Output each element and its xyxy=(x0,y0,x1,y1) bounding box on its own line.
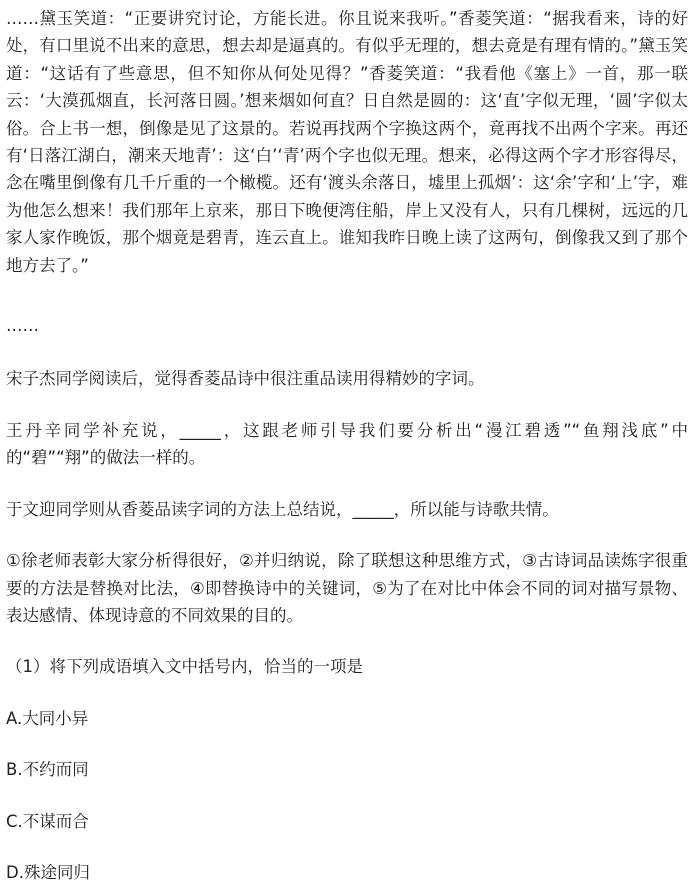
option-b[interactable]: B.不约而同 xyxy=(6,760,89,780)
wang-comment-paragraph: 王丹辛同学补充说，_____，这跟老师引导我们要分析出“漫江碧透”“鱼翔浅底”中的“碧”“翔”的做法一样的。 xyxy=(6,420,688,468)
option-d[interactable]: D.殊途同归 xyxy=(6,862,90,882)
yu-comment-paragraph: 于文迎同学则从香菱品读字词的方法上总结说，_____，所以能与诗歌共情。 xyxy=(6,499,559,519)
teacher-summary-paragraph: ①徐老师表彰大家分析得很好，②并归纳说，除了联想这种思维方式，③古诗词品读炼字很重要的方法是替换对比法，④即替换诗中的关键词，⑤为了在对比中体会不同的词对描写景物、表达感情、体现诗意的不同效果的目的。 xyxy=(6,551,688,625)
song-comment-paragraph: 宋子杰同学阅读后，觉得香菱品诗中很注重品读用得精妙的字词。 xyxy=(6,369,485,389)
passage-paragraph: ……黛玉笑道：“正要讲究讨论，方能长进。你且说来我听。”香菱笑道：“据我看来，诗的好处，有口里说不出来的意思，想去却是逼真的。有似乎无理的，想去竟是有理有情的。”黛玉笑道：“这话有了些意思，但不知你从何处见得？”香菱笑道：“我看他《塞上》一首，那一联云：‘大漠孤烟直，长河落日圆。’想来烟如何直？日自然是圆的：这‘直’字似无理，‘圆’字似太俗。合上书一想，倒像是见了这景的。若说再找两个字换这两个，竟再找不出两个字来。再还有‘日落江湖白，潮来天地青’：这‘白’‘青’两个字也似无理。想来，必得这两个字才形容得尽，念在嘴里倒像有几千斤重的一个橄榄。还有‘渡头余落日，墟里上孤烟’：这‘余’字和‘上’字，难为他怎么想来！我们那年上京来，那日下晚便湾住船，岸上又没有人，只有几棵树，远远的几家人家作晚饭，那个烟竟是碧青，连云直上。谁知我昨日晚上读了这两句，倒像我又到了那个地方去了。” xyxy=(6,9,688,275)
option-a[interactable]: A.大同小异 xyxy=(6,708,89,728)
ellipsis-paragraph: …… xyxy=(6,316,39,336)
option-c[interactable]: C.不谋而合 xyxy=(6,811,89,831)
document xyxy=(6,0,688,886)
question-text: （1）将下列成语填入文中括号内，恰当的一项是 xyxy=(6,657,363,677)
